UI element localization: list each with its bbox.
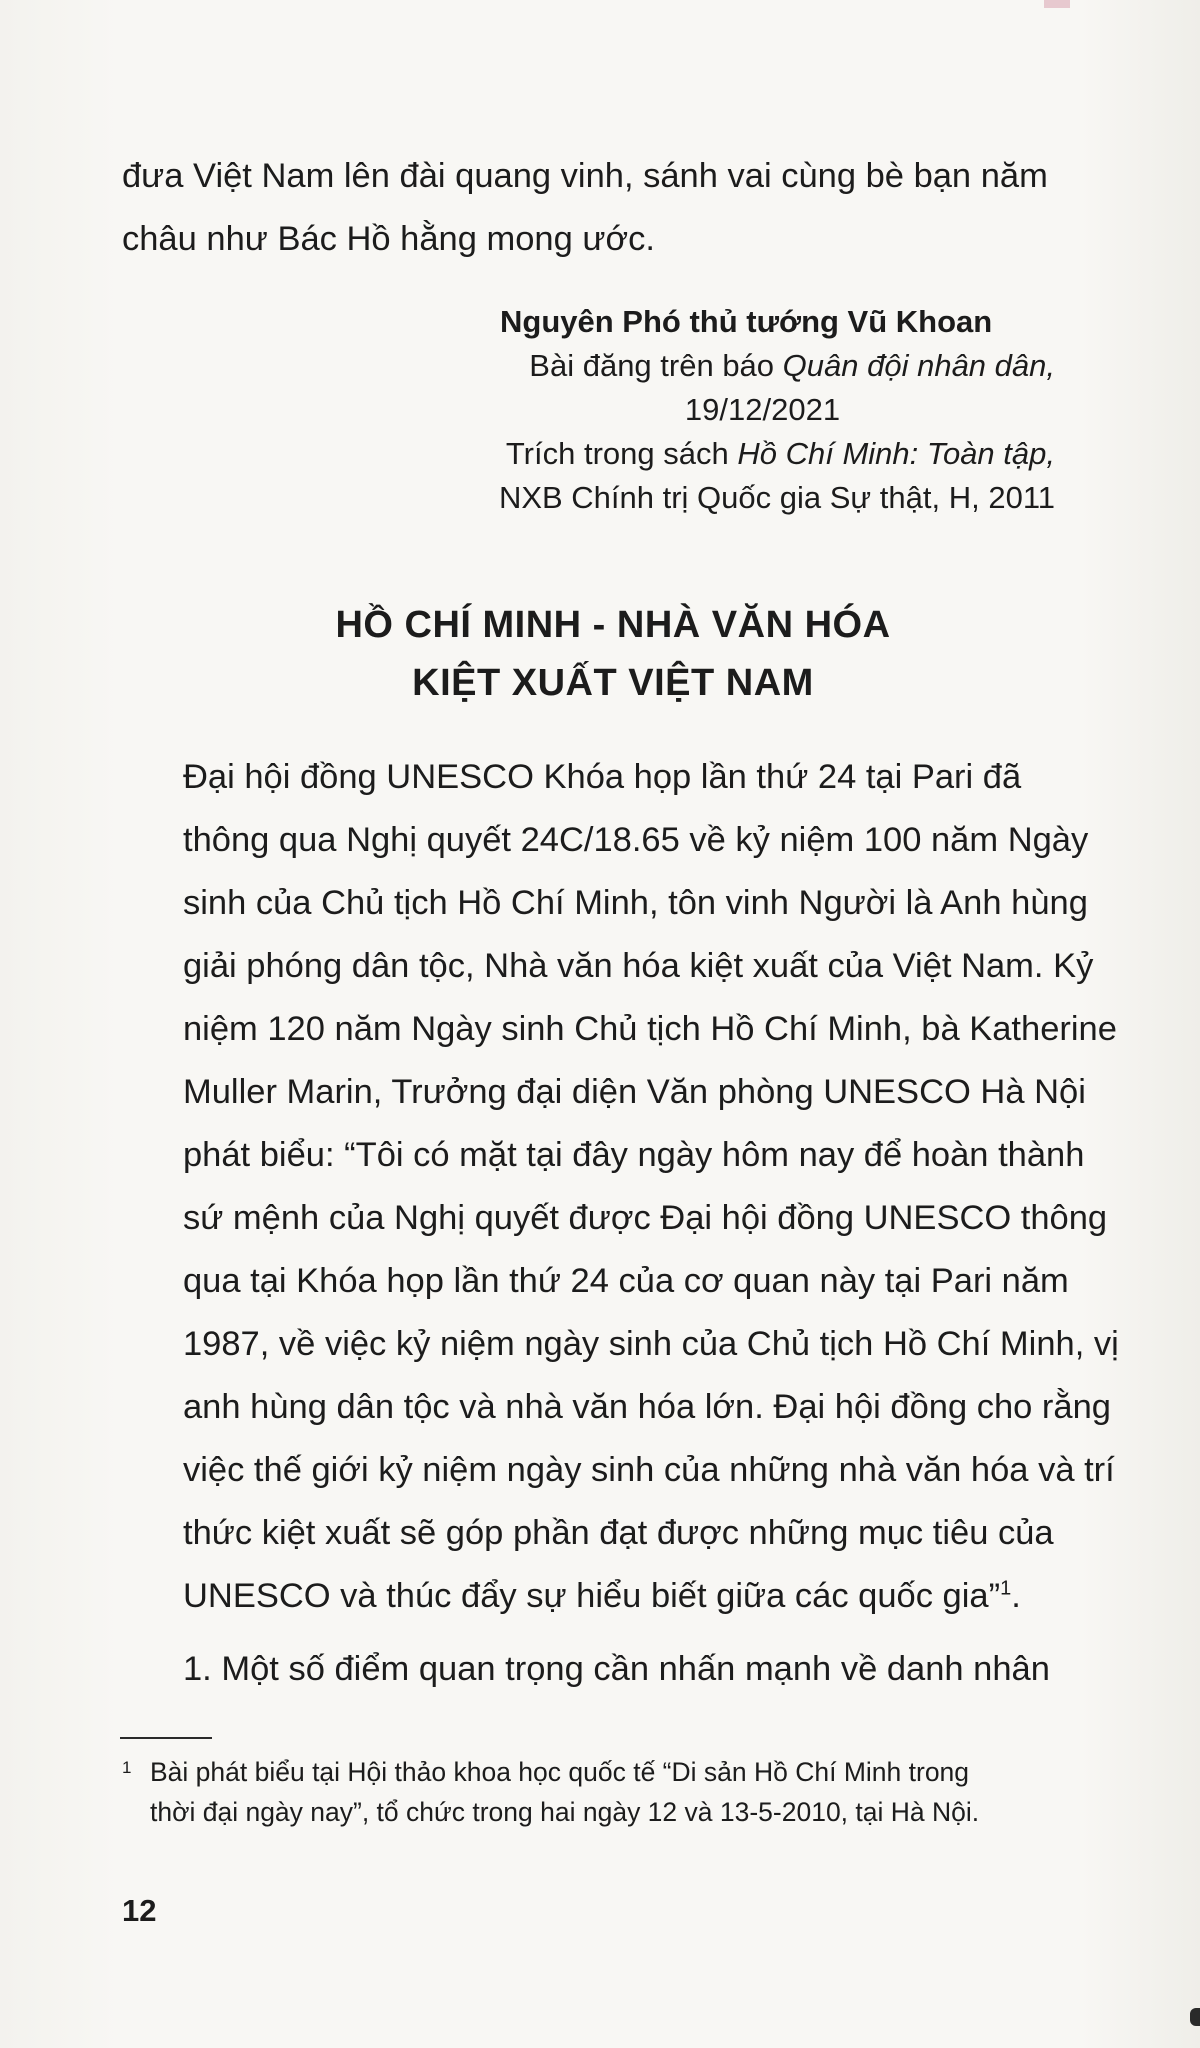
footnote xyxy=(122,1752,1102,1832)
intro-line: đưa Việt Nam lên đài quang vinh, sánh vai cùng bè bạn năm xyxy=(122,157,1048,195)
footnote-divider xyxy=(120,1737,212,1739)
body-line: qua tại Khóa họp lần thứ 24 của cơ quan này tại Pari năm xyxy=(183,1262,1069,1300)
section-heading-line: KIỆT XUẤT VIỆT NAM xyxy=(412,662,814,704)
page-number: 12 xyxy=(122,1893,157,1928)
body-line: niệm 120 năm Ngày sinh Chủ tịch Hồ Chí Minh, bà Katherine xyxy=(183,1010,1117,1048)
body-line: 1987, về việc kỷ niệm ngày sinh của Chủ tịch Hồ Chí Minh, vị xyxy=(183,1325,1119,1363)
body-line: thức kiệt xuất sẽ góp phần đạt được những mục tiêu của xyxy=(183,1514,1054,1552)
signature-publisher: NXB Chính trị Quốc gia Sự thật, H, 2011 xyxy=(498,480,1055,515)
intro-line: châu như Bác Hồ hằng mong ước. xyxy=(122,220,655,258)
page-top-tab-mark xyxy=(1044,0,1070,8)
signature-source-paper: Quân đội nhân dân, xyxy=(782,348,1055,383)
body-line: Muller Marin, Trưởng đại diện Văn phòng UNESCO Hà Nội xyxy=(183,1073,1086,1111)
intro-paragraph xyxy=(122,145,1104,271)
signature-excerpt-book: Hồ Chí Minh: Toàn tập, xyxy=(737,436,1055,471)
footnote-line: thời đại ngày nay”, tổ chức trong hai ngày 12 và 13-5-2010, tại Hà Nội. xyxy=(150,1797,980,1827)
body-line: phát biểu: “Tôi có mặt tại đây ngày hôm nay để hoàn thành xyxy=(183,1136,1085,1174)
body-paragraph xyxy=(122,1638,1104,1701)
signature-excerpt: Trích trong sách Hồ Chí Minh: Toàn tập, xyxy=(505,436,1055,471)
body-paragraph xyxy=(122,746,1119,1628)
body-line: Đại hội đồng UNESCO Khóa họp lần thứ 24 tại Pari đã xyxy=(183,758,1022,796)
signature-date: 19/12/2021 xyxy=(684,392,841,427)
page-corner-mark xyxy=(1190,2008,1200,2026)
section-heading xyxy=(122,596,1104,712)
body-line: giải phóng dân tộc, Nhà văn hóa kiệt xuất của Việt Nam. Kỷ xyxy=(183,947,1094,985)
body-line: anh hùng dân tộc và nhà văn hóa lớn. Đại hội đồng cho rằng xyxy=(183,1388,1111,1426)
footnote-line: Bài phát biểu tại Hội thảo khoa học quốc tế “Di sản Hồ Chí Minh trong xyxy=(150,1757,970,1787)
signature-author: Nguyên Phó thủ tướng Vũ Khoan xyxy=(500,304,993,339)
signature-block xyxy=(470,300,1055,520)
body-text xyxy=(122,746,1119,1701)
body-line: sứ mệnh của Nghị quyết được Đại hội đồng UNESCO thông xyxy=(183,1199,1108,1237)
body-line: thông qua Nghị quyết 24C/18.65 về kỷ niệm 100 năm Ngày xyxy=(183,821,1089,859)
footnote-number: 1 xyxy=(122,1758,132,1777)
footnote-reference[interactable]: 1 xyxy=(1000,1577,1012,1600)
body-line: 1. Một số điểm quan trọng cần nhấn mạnh về danh nhân xyxy=(183,1650,1050,1688)
signature-source: Bài đăng trên báo Quân đội nhân dân, xyxy=(529,348,1055,383)
section-heading-line: HỒ CHÍ MINH - NHÀ VĂN HÓA xyxy=(335,604,891,646)
body-line: sinh của Chủ tịch Hồ Chí Minh, tôn vinh Người là Anh hùng xyxy=(183,884,1088,922)
body-line: việc thế giới kỷ niệm ngày sinh của những nhà văn hóa và trí xyxy=(183,1451,1115,1489)
body-line: UNESCO và thúc đẩy sự hiểu biết giữa các quốc gia”$^1$. xyxy=(183,1577,1021,1615)
